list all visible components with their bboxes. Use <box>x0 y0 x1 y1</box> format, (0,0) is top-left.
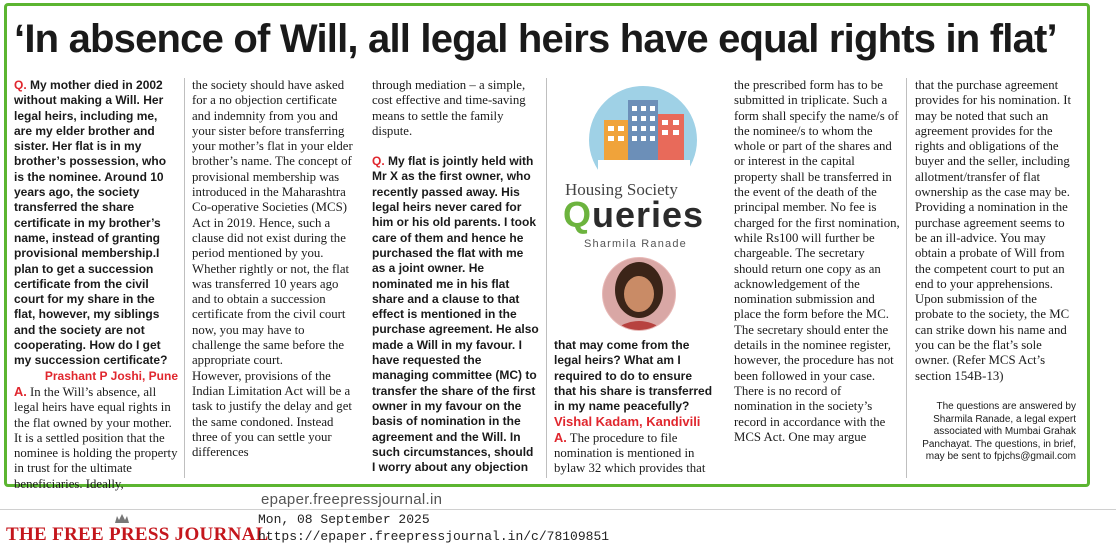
answer-1-continued: However, provisions of the Indian Limitation Act will be a task to justify the delay and get the same condoned. Instead three of you can settle your differences <box>192 368 352 460</box>
column-1 <box>14 78 178 492</box>
answer-2-start: A. The procedure to file nomination is mentioned in bylaw 32 which provides that <box>554 429 706 476</box>
crest-icon <box>114 513 130 523</box>
answer-1-end: through mediation – a simple, cost effective and time-saving means to settle the family dispute. <box>372 78 526 138</box>
answer-2-continued: the prescribed form has to be submitted in triplicate. Such a form shall specify the name/s of the nominee/s to whom the whole or part of the shares and or interest in the capital property shall be transferred in the event of the death of the principal member. No fee is charged for the first nomination, while Rs100 will further be chargeable. The secretary should return one copy as an acknowledgement of the nomination submission and place the form before the MC. <box>734 78 900 322</box>
footer-divider <box>0 509 1116 510</box>
question-1: Q. My mother died in 2002 without making a Will. Her legal heirs, including me, are my elder brother and sister. Her flat is in my brother’s possession, who is the nominee. Around 10 years ago, the society transferred the share certificate in my brother’s name, instead of granting provisional membership.I plan to get a succession certificate from the civil court for my share in the flat, however, my siblings and the society are not cooperating. How do I get my succession certificate? <box>14 78 168 368</box>
epaper-watermark: epaper.freepressjournal.in <box>261 491 443 508</box>
column-3 <box>372 78 540 475</box>
column-name: Queries <box>563 194 705 235</box>
newspaper-logo: THE FREE PRESS JOURNAL <box>6 524 269 545</box>
question-1-author: Prashant P Joshi, Pune <box>44 368 178 383</box>
column-title: Housing Society <box>565 180 678 199</box>
column-divider <box>546 78 547 478</box>
question-2-author: Vishal Kadam, Kandivili <box>554 414 701 430</box>
column-5 <box>734 78 900 445</box>
article-url[interactable]: https://epaper.freepressjournal.in/c/78109851 <box>258 529 610 544</box>
column-4 <box>554 338 714 477</box>
question-2: Q. My flat is jointly held with Mr X as the first owner, who recently passed away. His legal heirs never cared for him or his old parents. I took care of them and hence he purchased the flat with me as a joint owner. He nominated me in his flat share and a clause to that effect is mentioned in the purchase agreement. He also made a Will in my favour. I have requested the managing committee (MC) to transfer the share of the first owner in my favour on the basis of nomination in the agreement and the Will. In such circumstances, should I worry about any objection <box>372 154 539 475</box>
edition-date: Mon, 08 September 2025 <box>258 512 430 527</box>
apartment-buildings-icon <box>584 82 702 178</box>
answer-1-start: A. In the Will’s absence, all legal heirs have equal rights in the flat owned by your mother. It is a settled position that the nominee is holding the property in trust for the ultimate beneficiaries. Ideally, <box>14 383 178 491</box>
answer-2-end: that the purchase agreement provides for his nomination. It may be noted that such an agreement provides for the rights and obligations of the buyer and the seller, including allotment/transfer of flat ownership as the case may be. Providing a nomination in the purchase agreement seems to be an ill-advice. You may obtain a probate of Will from the competent court to put an end to your apprehensions. Upon submission of the probate to the society, the MC can strike down his name and you can be the flat’s sole owner. (Refer MCS Act’s section 154B-13) <box>915 78 1072 383</box>
headline: ‘In absence of Will, all legal heirs have equal rights in flat’ <box>14 17 1057 61</box>
answer-2-continued: The secretary should enter the details in the nominee register, however, the procedure has not been followed in your case. There is no record of nomination in the society’s record in accordance with the MCS Act. One may argue <box>734 322 894 444</box>
column-divider <box>906 78 907 478</box>
author-photo-icon <box>601 256 677 332</box>
column-divider <box>184 78 185 478</box>
answer-1-continued: the society should have asked for a no objection certificate and indemnity from you and your sister before transferring your mother’s flat in your elder brother’s name. The concept of provisional membership was introduced in the Maharashtra Co-operative Societies (MCS) Act in 2019. Hence, such a clause did not exist during the period mentioned by you. Whether rightly or not, the flat was transferred 10 years ago and to obtain a succession certificate from the civil court now, you may have to challenge the same before the appropriate court. <box>192 78 353 368</box>
question-2-continued: that may come from the legal heirs? What am I required to do to ensure that his share is transferred in my name peacefully? <box>554 338 713 414</box>
column-2 <box>192 78 356 460</box>
author-note: The questions are answered by Sharmila Ranade, a legal expert associated with Mumbai Grahak Panchayat. The questions, in brief, may be sent to fpjchs@gmail.com <box>922 401 1076 462</box>
column-6 <box>915 78 1077 384</box>
column-author: Sharmila Ranade <box>584 238 687 250</box>
